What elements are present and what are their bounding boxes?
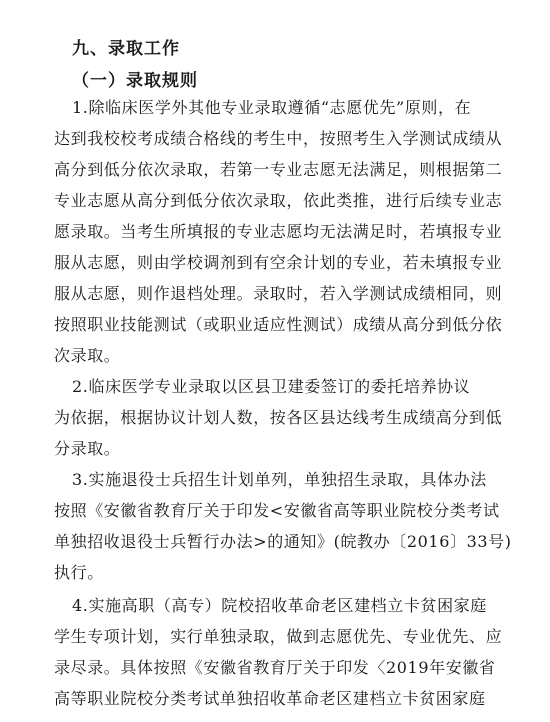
paragraph-1-line-7: 服从志愿，则作退档处理。录取时，若入学测试成绩相同，则 [54,284,503,303]
paragraph-4-line-3: 录尽录。具体按照《安徽省教育厅关于印发〈2019年安徽省 [54,658,496,677]
paragraph-1-line-9: 次录取。 [54,346,121,365]
paragraph-2-line-1: 2.临床医学专业录取以区县卫建委签订的委托培养协议 [72,377,471,396]
paragraph-1-line-8: 按照职业技能测试（或职业适应性测试）成绩从高分到低分依 [54,315,503,334]
paragraph-1-line-4: 专业志愿从高分到低分依次录取，依此类推，进行后续专业志 [54,191,503,210]
paragraph-1-line-2: 达到我校校考成绩合格线的考生中，按照考生入学测试成绩从 [54,129,503,148]
section-heading: 九、录取工作 [72,39,180,59]
paragraph-1-line-3: 高分到低分依次录取，若第一专业志愿无法满足，则根据第二 [54,160,503,179]
paragraph-3-line-4: 执行。 [54,563,104,582]
paragraph-2-line-3: 分录取。 [54,439,121,458]
paragraph-4-line-2: 学生专项计划，实行单独录取，做到志愿优先、专业优先、应 [54,627,503,646]
paragraph-1-line-1: 1.除临床医学外其他专业录取遵循“志愿优先”原则，在 [72,98,472,117]
paragraph-4-line-4: 高等职业院校分类考试单独招收革命老区建档立卡贫困家庭 [54,689,486,708]
subsection-heading: （一）录取规则 [72,71,198,91]
paragraph-1-line-5: 愿录取。当考生所填报的专业志愿均无法满足时，若填报专业 [54,222,503,241]
paragraph-1-line-6: 服从志愿，则由学校调剂到有空余计划的专业，若未填报专业 [54,253,503,272]
paragraph-4-line-1: 4.实施高职（高专）院校招收革命老区建档立卡贫困家庭 [72,596,487,615]
paragraph-3-line-1: 3.实施退役士兵招生计划单列，单独招生录取，具体办法 [72,470,487,489]
paragraph-2-line-2: 为依据，根据协议计划人数，按各区县达线考生成绩高分到低 [54,408,503,427]
paragraph-3-line-3: 单独招收退役士兵暂行办法>的通知》(皖教办〔2016〕33号) [54,532,512,551]
paragraph-3-line-2: 按照《安徽省教育厅关于印发<安徽省高等职业院校分类考试 [54,501,500,520]
